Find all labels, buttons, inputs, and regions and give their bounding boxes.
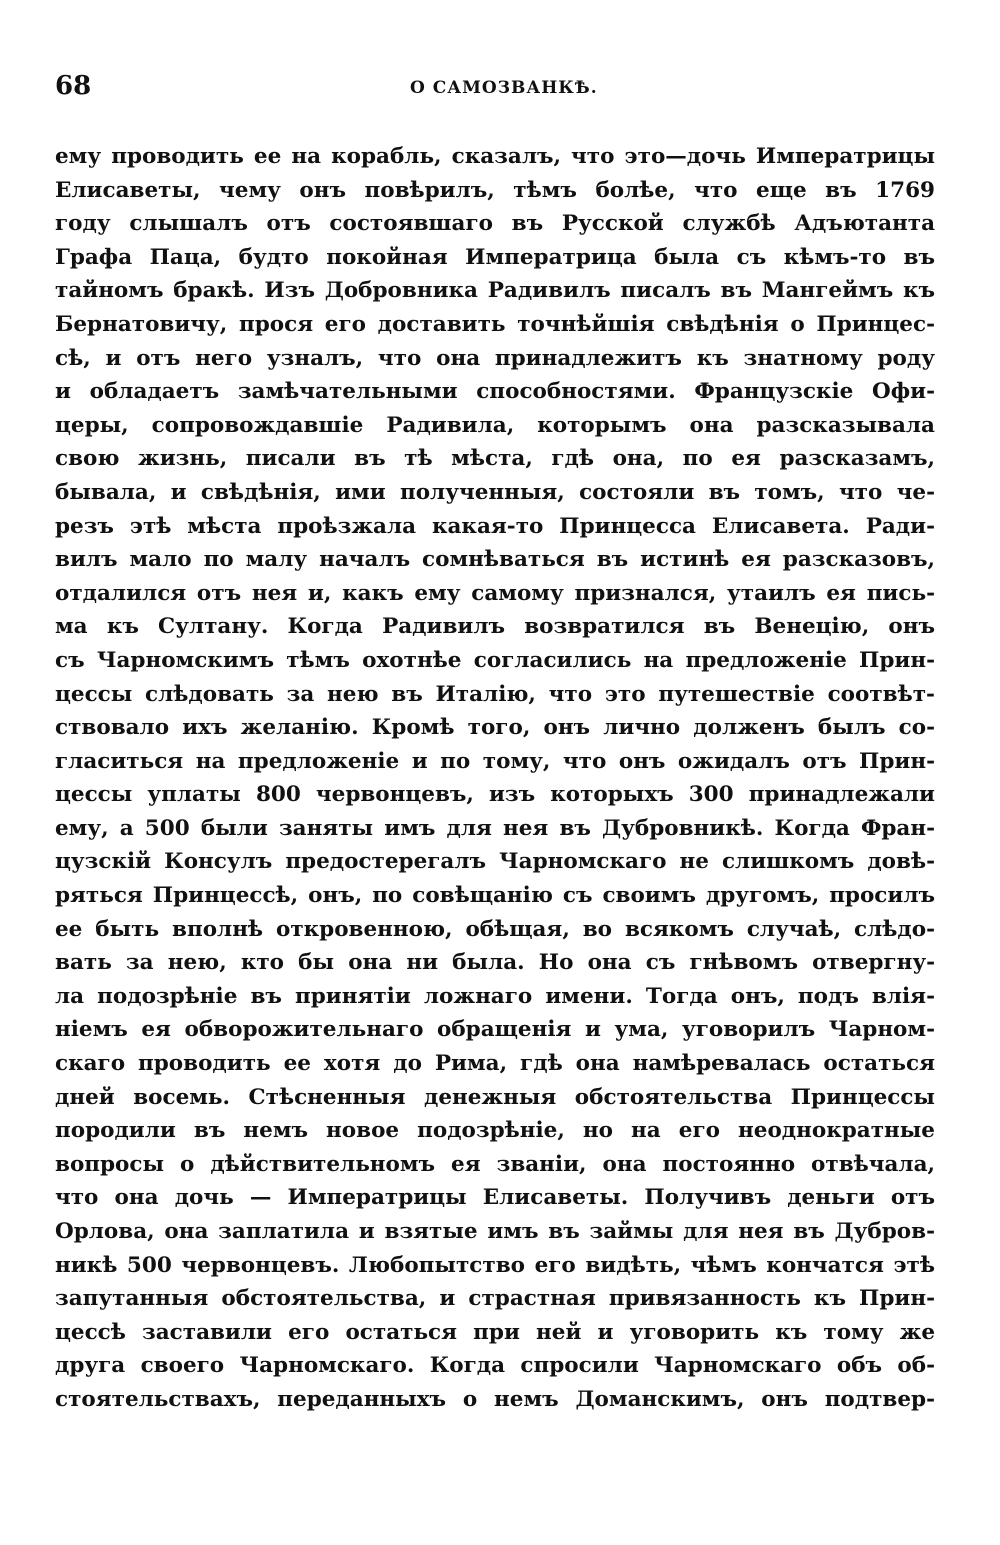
text-line: ствовало ихъ желанію. Кромѣ того, онъ лично долженъ былъ со- — [55, 715, 935, 741]
text-line: Графа Паца, будто покойная Императрица была съ кѣмъ-то въ — [55, 244, 935, 270]
text-line: что она дочь — Императрицы Елисаветы. Получивъ деньги отъ — [55, 1185, 935, 1211]
page-header — [55, 68, 935, 108]
text-line: бывала, и свѣдѣнія, ими полученныя, состояли въ томъ, что че- — [55, 479, 935, 505]
text-line: ряться Принцессѣ, онъ, по совѣщанію съ своимъ другомъ, просилъ — [55, 883, 935, 909]
text-line: сѣ, и отъ него узналъ, что она принадлежитъ къ знатному роду — [55, 345, 935, 371]
text-line: скаго проводить ее хотя до Рима, гдѣ она намѣревалась остаться — [55, 1051, 935, 1077]
body-text — [55, 140, 935, 1417]
text-line: году слышалъ отъ состоявшаго въ Русской службѣ Адъютанта — [55, 211, 935, 237]
text-line: дней восемь. Стѣсненныя денежныя обстоятельства Принцессы — [55, 1084, 935, 1110]
text-line: ему, а 500 были заняты имъ для нея въ Дубровникѣ. Когда Фран- — [55, 815, 935, 841]
page-number: 68 — [55, 71, 92, 101]
text-line: вопросы о дѣйствительномъ ея званіи, она постоянно отвѣчала, — [55, 1151, 935, 1177]
text-line: Орлова, она заплатила и взятые имъ въ займы для нея въ Дубров- — [55, 1219, 935, 1244]
text-line: Елисаветы, чему онъ повѣрилъ, тѣмъ болѣе, что еще въ 1769 — [55, 177, 935, 203]
text-line: ніемъ ея обворожительнаго обращенія и ума, уговорилъ Чарном- — [55, 1017, 935, 1043]
text-line: ла подозрѣніе въ принятіи ложнаго имени. Тогда онъ, подъ влія- — [55, 983, 935, 1009]
running-title: О САМОЗВАНКѢ. — [410, 78, 598, 98]
text-line: съ Чарномскимъ тѣмъ охотнѣе согласились на предложеніе Прин- — [55, 647, 935, 673]
text-line: ма къ Султану. Когда Радивилъ возвратился въ Венецію, онъ — [55, 614, 935, 640]
text-line: запутанныя обстоятельства, и страстная привязанность къ Прин- — [55, 1286, 935, 1312]
text-line: цузскій Консулъ предостерегалъ Чарномскаго не слишкомъ довѣ- — [55, 849, 935, 875]
text-line: церы, сопровождавшіе Радивила, которымъ она разсказывала — [55, 412, 935, 438]
text-line: свою жизнь, писали въ тѣ мѣста, гдѣ она, по ея разсказамъ, — [55, 446, 935, 472]
text-line: резъ этѣ мѣста проѣзжала какая-то Принцесса Елисавета. Ради- — [55, 513, 935, 539]
text-line: отдалился отъ нея и, какъ ему самому признался, утаилъ ея пись- — [55, 580, 935, 606]
text-line: цессы слѣдовать за нею въ Италію, что это путешествіе соотвѣт- — [55, 681, 935, 707]
text-line: никѣ 500 червонцевъ. Любопытство его видѣть, чѣмъ кончатся этѣ — [55, 1252, 935, 1278]
text-line: и обладаетъ замѣчательными способностями. Французскіе Офи- — [55, 379, 935, 405]
text-line: ему проводить ее на корабль, сказалъ, что это—дочь Императрицы — [55, 144, 935, 169]
text-line: породили въ немъ новое подозрѣніе, но на его неоднократные — [55, 1118, 935, 1144]
text-line: стоятельствахъ, переданныхъ о немъ Доманскимъ, онъ подтвер- — [55, 1386, 935, 1412]
text-line: вать за нею, кто бы она ни была. Но она съ гнѣвомъ отвергну- — [55, 950, 935, 976]
text-line: вилъ мало по малу началъ сомнѣваться въ истинѣ ея разсказовъ, — [55, 547, 935, 573]
text-line: друга своего Чарномскаго. Когда спросили Чарномскаго объ об- — [55, 1353, 935, 1379]
text-line: гласиться на предложеніе и по тому, что онъ ожидалъ отъ Прин- — [55, 748, 935, 774]
text-line: ее быть вполнѣ откровенною, обѣщая, во всякомъ случаѣ, слѣдо- — [55, 916, 935, 942]
text-line: Бернатовичу, прося его доставить точнѣйшія свѣдѣнія о Принцес- — [55, 311, 935, 337]
text-line: тайномъ бракѣ. Изъ Добровника Радивилъ писалъ въ Мангеймъ къ — [55, 278, 935, 304]
text-line: цессы уплаты 800 червонцевъ, изъ которыхъ 300 принадлежали — [55, 782, 935, 808]
text-line: цессѣ заставили его остаться при ней и уговорить къ тому же — [55, 1319, 935, 1345]
